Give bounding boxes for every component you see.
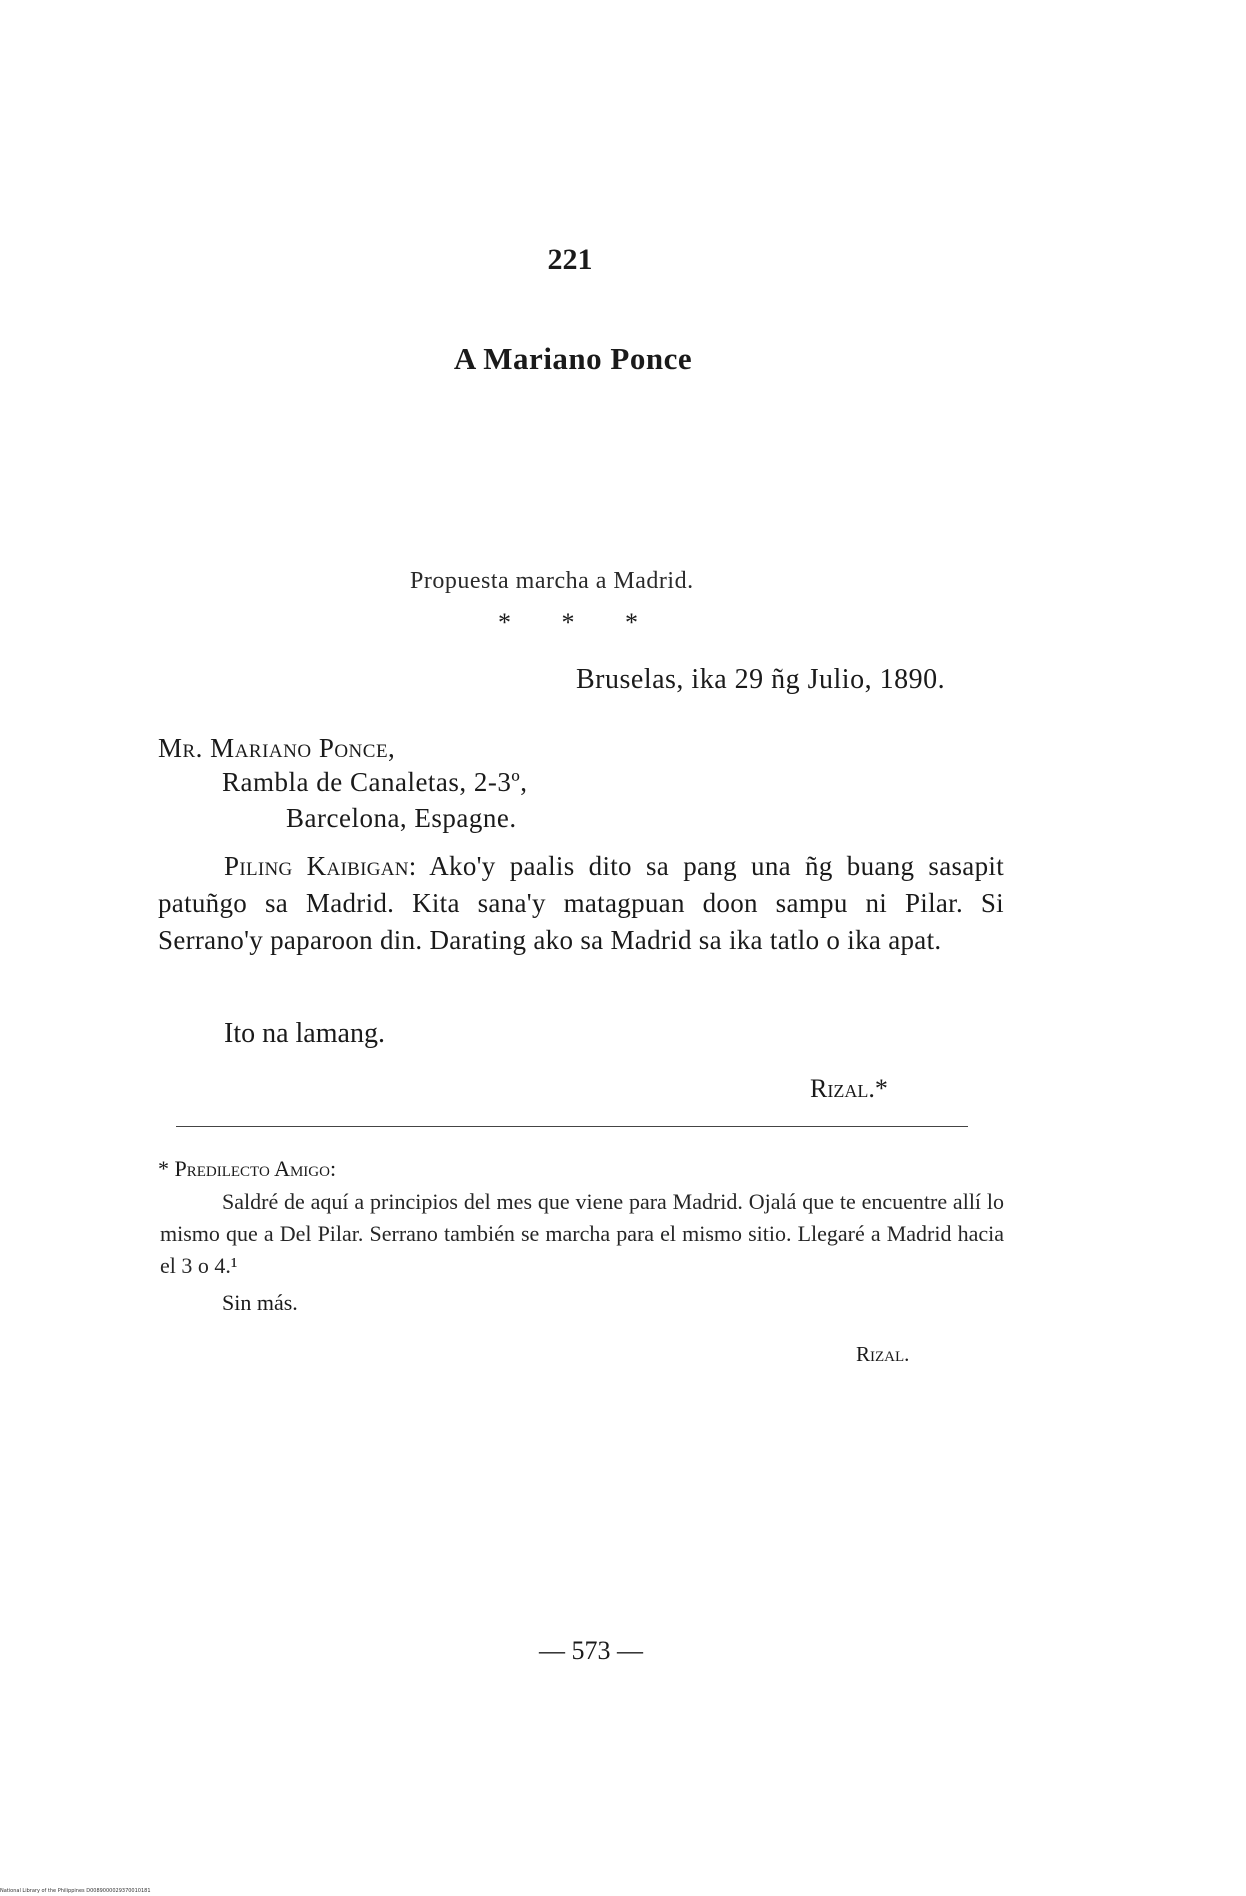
letter-closing: Ito na lamang.: [224, 1018, 385, 1049]
signature: Rizal.*: [810, 1074, 888, 1103]
addressee-city: Barcelona, Espagne.: [286, 803, 517, 833]
footnote-heading: * Predilecto Amigo:: [158, 1156, 337, 1181]
footnote-closing: Sin más.: [222, 1290, 298, 1315]
dateline: Bruselas, ika 29 ñg Julio, 1890.: [576, 664, 946, 695]
salutation: Piling Kaibigan:: [224, 851, 417, 881]
addressee-street: Rambla de Canaletas, 2-3º,: [222, 767, 528, 797]
body-text: Ako'y paalis dito sa pang una ñg buang sasapit patuñgo sa Madrid. Kita sana'y matagpuan doon sampu ni Pilar. Si Serrano'y paparoon din. Darating ako sa Madrid sa ika tatlo o ika apat.: [158, 851, 1004, 955]
letter-number: 221: [547, 243, 593, 276]
letter-summary: Propuesta marcha a Madrid.: [410, 568, 694, 594]
footnote-text: Saldré de aquí a principios del mes que viene para Madrid. Ojalá que te encuentre allí lo mismo que a Del Pilar. Serrano también se marcha para el mismo sitio. Llegaré a Madrid hacia el 3 o 4.¹: [160, 1189, 1004, 1278]
page-number: — 573 —: [539, 1636, 643, 1665]
addressee-name: Mr. Mariano Ponce,: [158, 733, 396, 763]
footnote-signature: Rizal.: [856, 1342, 910, 1366]
letter-title: A Mariano Ponce: [453, 341, 693, 376]
archive-stamp: National Library of the Philippines D0089000029370010181: [0, 1888, 151, 1894]
section-separator: * * *: [498, 608, 660, 637]
footnote-divider: [176, 1126, 968, 1127]
letter-body: [158, 848, 1004, 959]
